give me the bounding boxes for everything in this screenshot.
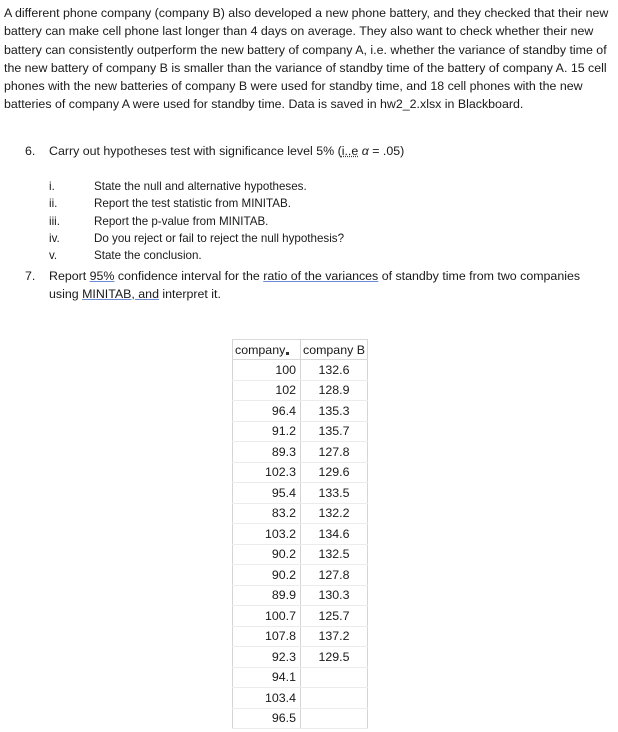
table-row [233,483,368,504]
cell-company-b: 129.5 [301,647,368,668]
cell-company-a: 103.4 [233,688,301,709]
cell-company-a: 89.3 [233,442,301,463]
cell-company-a: 91.2 [233,421,301,442]
subitem-text: Report the test statistic from MINITAB. [94,197,291,211]
cell-company-b [301,667,368,688]
cell-company-a: 107.8 [233,626,301,647]
cell-company-b: 137.2 [301,626,368,647]
table-row [233,544,368,565]
table-row [233,626,368,647]
table-row [233,688,368,709]
subitem-text: Report the p-value from MINITAB. [94,214,269,228]
cell-company-b: 128.9 [301,380,368,401]
alpha-symbol: α [361,144,369,158]
table-row [233,360,368,381]
table-row [233,667,368,688]
data-table [232,339,368,729]
subitem-roman: iii. [49,214,60,228]
question-6-number: 6. [25,144,36,158]
cell-company-b: 125.7 [301,606,368,627]
minitab-ref: MINITAB, and [82,286,159,301]
table-header-row [233,340,368,360]
cell-company-b: 132.6 [301,360,368,381]
question-6 [25,143,404,160]
cell-company-b: 127.8 [301,565,368,586]
question-7-number: 7. [25,269,36,283]
cell-company-b: 133.5 [301,483,368,504]
cell-company-a: 96.5 [233,708,301,729]
question-6-text: Carry out hypotheses test with significance level 5% (i..e α = .05) [49,144,405,158]
cell-company-b: 132.2 [301,503,368,524]
question-7-text: Report 95% confidence interval for the ratio of the variances of standby time from two companies using MINITAB, and interpret it. [49,269,581,301]
header-company-a: company [233,340,301,360]
cell-company-a: 90.2 [233,565,301,586]
subitem-text: State the conclusion. [94,249,202,263]
subitem-roman: i. [49,180,55,193]
cell-company-b [301,688,368,709]
cell-company-a: 102 [233,380,301,401]
cell-company-b: 135.7 [301,421,368,442]
cell-company-a: 95.4 [233,483,301,504]
cell-company-a: 96.4 [233,401,301,422]
subitem-roman: ii. [49,197,58,211]
table-row [233,503,368,524]
problem-intro: A different phone company (company B) also developed a new phone battery, and they checked that their new battery can make cell phone last longer than 4 days on average. They also want to check whether their new battery can consistently outperform the new battery of company A, i.e. whether the variance of standby time of the new battery of company B is smaller than the variance of standby time of the battery of company A. 15 cell phones with the new batteries of company B were used for standby time, and 18 cell phones with the new batteries of company A were used for standby time. Data is saved in hw2_2.xlsx in Blackboard. [4,6,609,112]
cell-company-a: 100 [233,360,301,381]
table-row [233,421,368,442]
table-row [233,380,368,401]
table-row [233,442,368,463]
question-7 [25,268,585,301]
subitem-text: State the null and alternative hypotheses. [94,180,307,193]
table-row [233,708,368,729]
cell-company-a: 89.9 [233,585,301,606]
cell-company-b: 129.6 [301,462,368,483]
cell-company-b: 135.3 [301,401,368,422]
cell-company-a: 90.2 [233,544,301,565]
cell-company-a: 92.3 [233,647,301,668]
header-company-b: company B [301,340,368,360]
cell-company-a: 83.2 [233,503,301,524]
cell-company-a: 94.1 [233,667,301,688]
table-row [233,647,368,668]
table-row [233,462,368,483]
table-row [233,565,368,586]
cell-company-a: 102.3 [233,462,301,483]
subitem-text: Do you reject or fail to reject the null hypothesis? [94,231,345,245]
table-row [233,606,368,627]
ratio-of-variances: ratio of the variances [263,269,379,283]
cell-company-a: 103.2 [233,524,301,545]
ie-abbrev: i..e [341,144,359,158]
subitem-roman: v. [49,249,58,263]
table-row [233,524,368,545]
cell-company-b: 127.8 [301,442,368,463]
confidence-level: 95% [89,269,115,283]
subitem-roman: iv. [49,231,60,245]
cell-company-b [301,708,368,729]
table-row [233,585,368,606]
table-row [233,401,368,422]
cell-company-a: 100.7 [233,606,301,627]
cell-company-b: 132.5 [301,544,368,565]
cell-company-b: 130.3 [301,585,368,606]
cell-company-b: 134.6 [301,524,368,545]
